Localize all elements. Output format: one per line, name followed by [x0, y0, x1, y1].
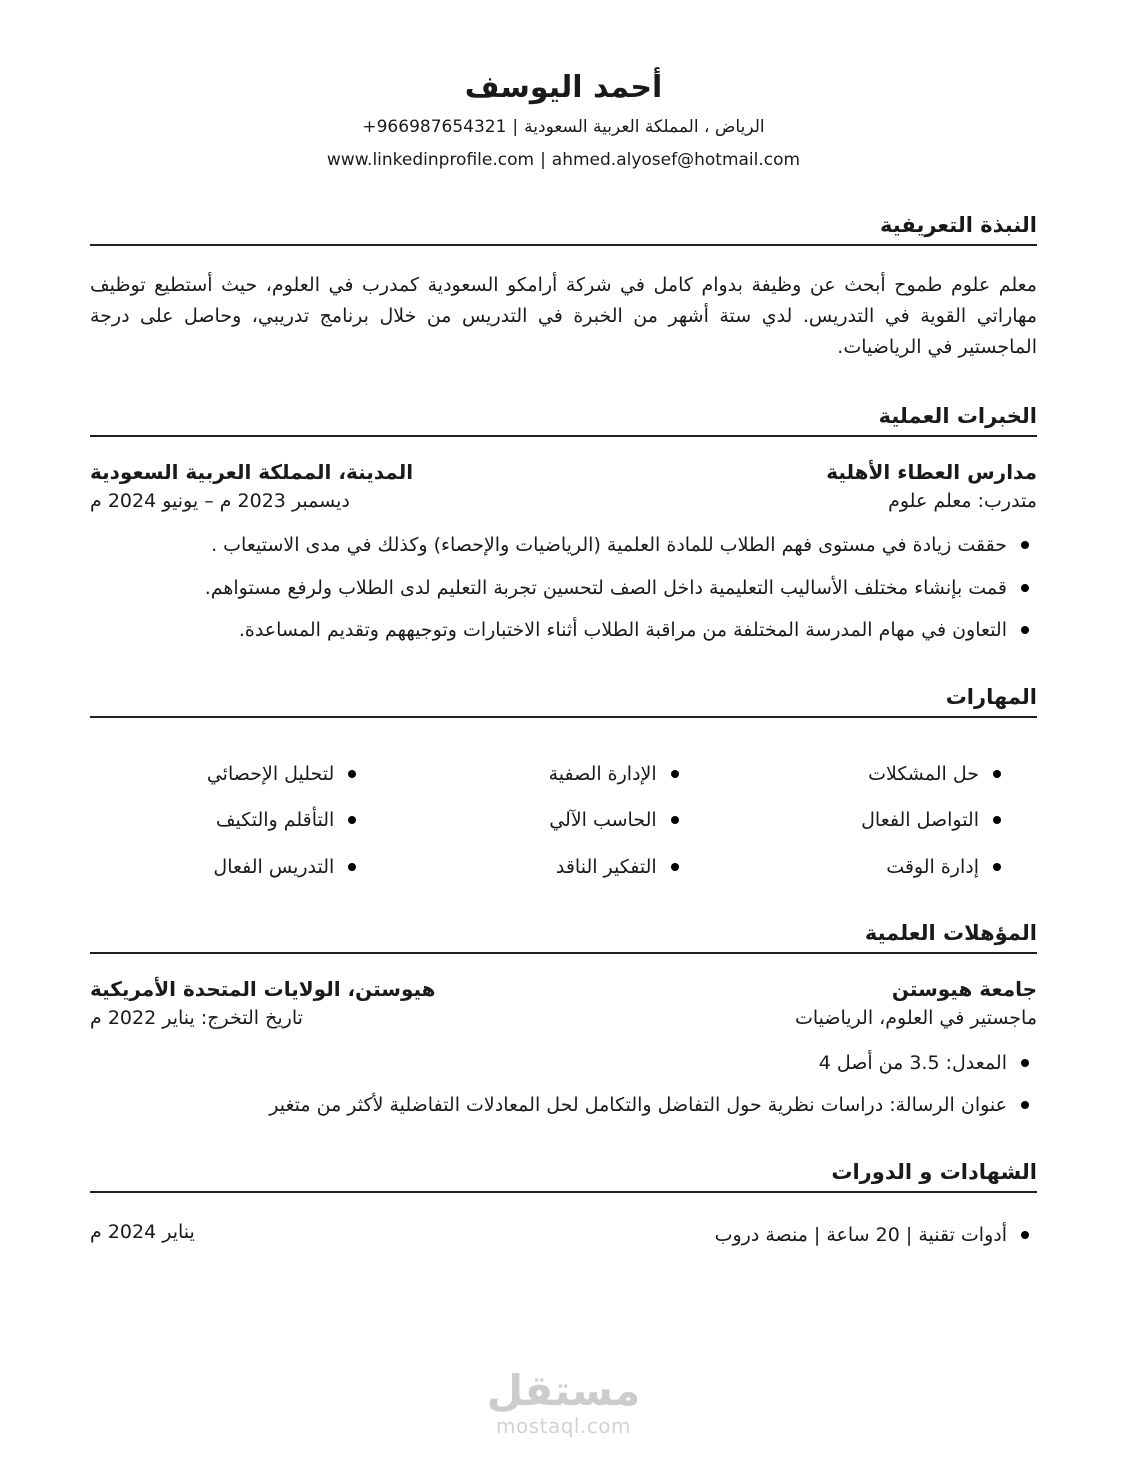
skill-item: [412, 853, 714, 882]
job-title: متدرب: معلم علوم: [888, 489, 1037, 512]
bullet-icon: [1021, 584, 1029, 592]
contact-line-2: [90, 149, 1037, 173]
list-item: [715, 1221, 1037, 1250]
skill-item: [735, 853, 1037, 882]
skill-label: التواصل الفعال: [861, 809, 979, 832]
skills-grid: [90, 760, 1037, 882]
skills-section-title: المهارات: [945, 684, 1037, 709]
contact-location: الرياض ، المملكة العربية السعودية: [524, 117, 765, 137]
skill-item: [735, 806, 1037, 835]
bullet-icon: [993, 816, 1001, 824]
bullet-icon: [348, 770, 356, 778]
skill-label: إدارة الوقت: [886, 855, 979, 878]
education-degree-row: [90, 1004, 1037, 1033]
contact-separator: |: [512, 117, 519, 137]
education-bullet-text: عنوان الرسالة: دراسات نظرية حول التفاضل والتكامل لحل المعادلات التفاضلية لأكثر من متغير: [269, 1094, 1007, 1117]
profile-section-title: النبذة التعريفية: [880, 212, 1037, 237]
school-name: جامعة هيوستن: [891, 977, 1037, 1002]
section-divider: [90, 435, 1037, 437]
skill-label: لتحليل الإحصائي: [206, 762, 335, 785]
contact-line-1: [90, 116, 1037, 140]
bullet-icon: [671, 863, 679, 871]
employer-location: المدينة، المملكة العربية السعودية: [90, 459, 414, 484]
skill-item: [90, 806, 392, 835]
bullet-icon: [1021, 1231, 1029, 1239]
section-divider: [90, 1191, 1037, 1193]
certificate-name: أدوات تقنية | 20 ساعة | منصة دروب: [714, 1223, 1007, 1246]
skill-label: التأقلم والتكيف: [215, 809, 335, 832]
skill-item: [90, 760, 392, 789]
skill-item: [412, 806, 714, 835]
watermark-site: mostaql.com: [495, 1414, 632, 1438]
resume-header: [90, 68, 1037, 173]
section-divider: [90, 244, 1037, 246]
bullet-icon: [993, 770, 1001, 778]
contact-separator-2: |: [540, 149, 546, 170]
experience-bullet-list: [90, 531, 1037, 645]
section-experience: [90, 404, 1037, 645]
certificate-row: [90, 1221, 1037, 1250]
section-certificates: [90, 1160, 1037, 1250]
bullet-icon: [671, 770, 679, 778]
contact-phone: +966987654321: [362, 117, 507, 137]
certificates-section-title: الشهادات و الدورات: [831, 1159, 1037, 1184]
contact-website: www.linkedinprofile.com: [326, 149, 535, 170]
watermark-logo: مستقل: [486, 1365, 641, 1415]
bullet-icon: [1021, 541, 1029, 549]
graduation-date: تاريخ التخرج: يناير 2022 م: [90, 1007, 303, 1030]
list-item: [90, 616, 1037, 645]
list-item: [90, 574, 1037, 603]
section-divider: [90, 952, 1037, 954]
bullet-icon: [1021, 626, 1029, 634]
watermark: [0, 1365, 1127, 1438]
section-education: [90, 921, 1037, 1120]
degree-name: ماجستير في العلوم، الرياضيات: [794, 1007, 1037, 1030]
experience-bullet-text: قمت بإنشاء مختلف الأساليب التعليمية داخل الصف لتحسين تجربة التعليم لدى الطلاب ولرفع مستواهم.: [204, 576, 1007, 599]
certificate-date: يناير 2024 م: [90, 1220, 195, 1243]
experience-role-row: [90, 487, 1037, 516]
education-bullet-text: المعدل: 3.5 من أصل 4: [818, 1051, 1007, 1074]
section-skills: [90, 685, 1037, 882]
bullet-icon: [993, 863, 1001, 871]
employer-name: مدارس العطاء الأهلية: [826, 459, 1037, 484]
skill-label: الإدارة الصفية: [548, 762, 657, 785]
experience-bullet-text: حققت زيادة في مستوى فهم الطلاب للمادة العلمية (الرياضيات والإحصاء) وكذلك في مدى الاستيعاب .: [211, 534, 1007, 557]
skill-label: التدريس الفعال: [213, 855, 335, 878]
bullet-icon: [348, 816, 356, 824]
education-bullet-list: [90, 1049, 1037, 1120]
list-item: [90, 531, 1037, 560]
experience-bullet-text: التعاون في مهام المدرسة المختلفة من مراقبة الطلاب أثناء الاختبارات وتوجيههم وتقديم المساعدة.: [238, 619, 1007, 642]
section-profile: [90, 213, 1037, 364]
section-divider: [90, 716, 1037, 718]
school-location: هيوستن، الولايات المتحدة الأمريكية: [90, 977, 436, 1002]
skill-label: التفكير الناقد: [555, 855, 657, 878]
list-item: [90, 1049, 1037, 1078]
experience-section-title: الخبرات العملية: [878, 403, 1037, 428]
skill-item: [735, 760, 1037, 789]
bullet-icon: [1021, 1059, 1029, 1067]
job-dates: ديسمبر 2023 م – يونيو 2024 م: [90, 489, 350, 512]
bullet-icon: [671, 816, 679, 824]
education-section-title: المؤهلات العلمية: [864, 921, 1037, 946]
bullet-icon: [1021, 1101, 1029, 1109]
experience-header-row: [90, 457, 1037, 487]
contact-email: ahmed.alyosef@hotmail.com: [551, 149, 801, 170]
skill-item: [412, 760, 714, 789]
education-header-row: [90, 974, 1037, 1004]
bullet-icon: [348, 863, 356, 871]
skill-item: [90, 853, 392, 882]
candidate-name: أحمد اليوسف: [464, 70, 663, 105]
skill-label: الحاسب الآلي: [549, 809, 657, 832]
list-item: [90, 1091, 1037, 1120]
skill-label: حل المشكلات: [868, 762, 979, 785]
profile-summary-text: معلم علوم طموح أبحث عن وظيفة بدوام كامل في شركة أرامكو السعودية كمدرب في العلوم، حيث أستطيع توظيف مهاراتي القوية في التدريس. لدي ستة أشهر من الخبرة في التدريس من خلال برنامج تدريبي، وحاصل على درجة الماجستير في الرياضيات.: [90, 273, 1037, 359]
